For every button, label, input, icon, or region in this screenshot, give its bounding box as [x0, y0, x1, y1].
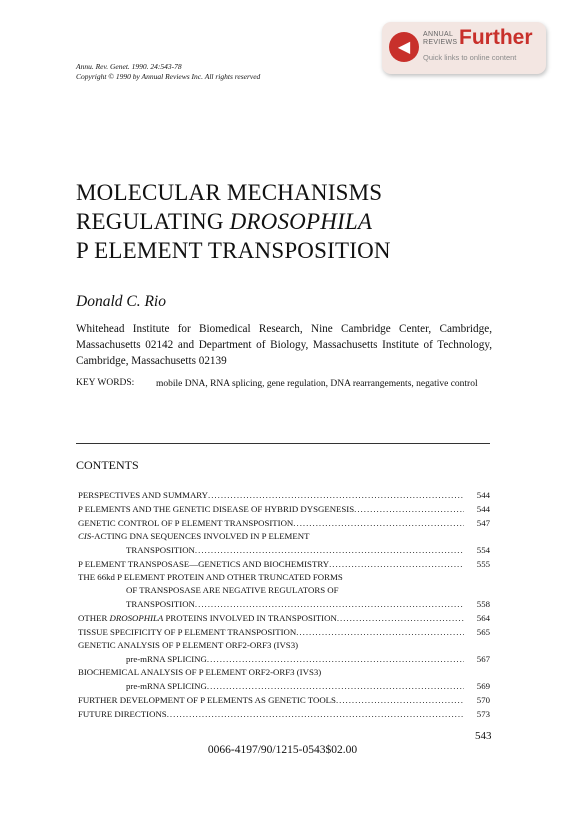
toc-entry[interactable]	[78, 516, 490, 530]
toc-entry-page: 564	[476, 613, 490, 623]
toc-leader	[296, 625, 464, 639]
toc-entry-title: TRANSPOSITION	[126, 545, 195, 555]
toc-entry-page: 570	[476, 695, 490, 705]
toc-entry-page: 569	[476, 681, 490, 691]
toc-entry-title-rest: -ACTING DNA SEQUENCES INVOLVED IN P ELEMENT	[91, 531, 310, 541]
toc-entry-title: BIOCHEMICAL ANALYSIS OF P ELEMENT ORF2-ORF3 (IVS3)	[78, 667, 322, 677]
toc-leader	[293, 516, 464, 530]
toc-leader	[329, 557, 464, 571]
citation-line-2: Copyright © 1990 by Annual Reviews Inc. All rights reserved	[76, 72, 261, 81]
toc-entry[interactable]	[78, 571, 490, 584]
toc-entry-title: GENETIC CONTROL OF P ELEMENT TRANSPOSITION	[78, 518, 294, 528]
toc-entry[interactable]	[78, 707, 490, 721]
title-line-2	[76, 207, 391, 236]
price-code: 0066-4197/90/1215-0543$02.00	[207, 744, 358, 756]
toc-entry-title	[78, 530, 309, 543]
toc-entry-page: 544	[476, 504, 490, 514]
toc-entry-page: 573	[476, 709, 490, 719]
toc-entry[interactable]	[78, 611, 490, 625]
toc-leader	[207, 679, 464, 693]
title-line-3: P ELEMENT TRANSPOSITION	[76, 238, 391, 263]
toc-entry-continuation[interactable]	[78, 543, 490, 557]
toc-entry-page: 544	[476, 490, 490, 500]
toc-entry-title: PERSPECTIVES AND SUMMARY	[78, 490, 209, 500]
toc-entry-title-italic: CIS	[78, 531, 92, 541]
toc-leader	[167, 707, 464, 721]
toc-entry-title: OF TRANSPOSASE ARE NEGATIVE REGULATORS OF	[126, 585, 339, 595]
toc-entry[interactable]	[78, 625, 490, 639]
toc-entry-page: 554	[476, 545, 490, 555]
badge-further-text: Further	[459, 26, 533, 49]
toc-entry[interactable]	[78, 639, 490, 652]
toc-entry-page: 555	[476, 559, 490, 569]
citation	[76, 62, 260, 82]
toc-leader	[207, 652, 464, 666]
toc-entry[interactable]	[78, 666, 490, 679]
toc-entry-page: 558	[476, 599, 490, 609]
toc-leader	[208, 488, 464, 502]
toc-entry-page: 547	[476, 518, 490, 528]
toc-entry[interactable]	[78, 502, 490, 516]
toc-entry-continuation[interactable]	[78, 597, 490, 611]
contents-heading: CONTENTS	[76, 458, 139, 472]
toc-leader	[195, 597, 464, 611]
title-line-2-italic: DROSOPHILA	[229, 209, 373, 234]
toc-entry[interactable]	[78, 557, 490, 571]
toc-entry-title: P ELEMENTS AND THE GENETIC DISEASE OF HYBRID DYSGENESIS	[78, 504, 355, 514]
keywords-text: mobile DNA, RNA splicing, gene regulation, DNA rearrangements, negative control	[156, 379, 478, 389]
badge-annual-text: ANNUAL	[423, 31, 454, 38]
toc-entry-continuation[interactable]	[78, 584, 490, 597]
title-line-2-prefix: REGULATING	[76, 209, 230, 234]
toc-entry-page: 565	[476, 627, 490, 637]
toc-entry-title-rest: PROTEINS INVOLVED IN TRANSPOSITION	[163, 613, 337, 623]
author-name: Donald C. Rio	[76, 293, 166, 310]
toc-entry-title: FUTURE DIRECTIONS	[78, 709, 167, 719]
toc-entry-title: GENETIC ANALYSIS OF P ELEMENT ORF2-ORF3 (IVS3)	[78, 640, 299, 650]
toc-entry-title-pre: OTHER	[78, 613, 110, 623]
toc-entry-page: 567	[476, 654, 490, 664]
toc-leader	[337, 611, 464, 625]
toc-entry-continuation[interactable]	[78, 679, 490, 693]
keywords-label: KEY WORDS:	[76, 378, 135, 388]
toc-entry-continuation[interactable]	[78, 652, 490, 666]
page-number: 543	[475, 730, 492, 742]
toc-leader	[354, 502, 464, 516]
citation-line-1: Annu. Rev. Genet. 1990. 24:543-78	[76, 62, 182, 71]
title-line-1: MOLECULAR MECHANISMS	[76, 180, 383, 205]
toc-entry-title: TISSUE SPECIFICITY OF P ELEMENT TRANSPOSITION	[78, 627, 297, 637]
toc-entry-title: pre-mRNA SPLICING	[126, 654, 207, 664]
toc-entry-title: P ELEMENT TRANSPOSASE—GENETICS AND BIOCHEMISTRY	[78, 559, 330, 569]
badge-tagline: Quick links to online content	[423, 53, 517, 62]
toc-entry-title-italic: DROSOPHILA	[109, 613, 164, 623]
toc-entry-title: THE 66kd P ELEMENT PROTEIN AND OTHER TRUNCATED FORMS	[78, 572, 343, 582]
toc-leader	[336, 693, 464, 707]
affiliation: Whitehead Institute for Biomedical Research, Nine Cambridge Center, Cambridge, Massachusetts 02142 and Department of Biology, Massachusetts Institute of Technology, Cambridge, Massachusetts 02139	[76, 323, 492, 367]
further-badge[interactable]	[382, 22, 546, 74]
toc-leader	[195, 543, 464, 557]
toc-entry[interactable]	[78, 530, 490, 543]
divider-rule	[76, 443, 490, 444]
toc-entry-title: TRANSPOSITION	[126, 599, 195, 609]
badge-reviews-text: REVIEWS	[423, 39, 458, 46]
toc-entry[interactable]	[78, 488, 490, 502]
article-title	[76, 178, 391, 265]
play-circle-icon: ◀	[389, 32, 419, 62]
table-of-contents	[78, 488, 490, 721]
toc-entry[interactable]	[78, 693, 490, 707]
toc-entry-title	[78, 611, 337, 625]
toc-entry-title: pre-mRNA SPLICING	[126, 681, 207, 691]
toc-entry-title: FURTHER DEVELOPMENT OF P ELEMENTS AS GENETIC TOOLS	[78, 695, 336, 705]
